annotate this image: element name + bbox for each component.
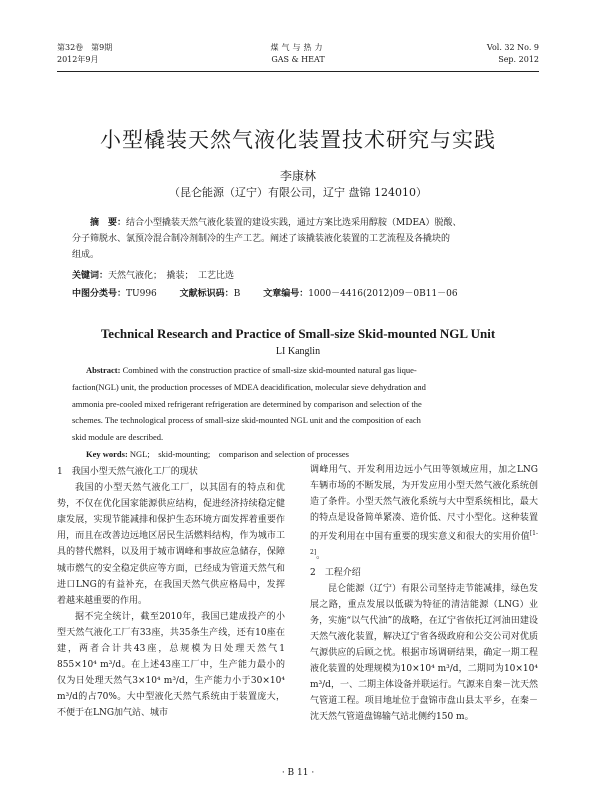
abstract-en xyxy=(72,362,526,446)
volume-issue-en: Vol. 32 No. 9 xyxy=(486,43,539,52)
paragraph: 昆仑能源（辽宁）有限公司坚持走节能减排，绿色发展之路，重点发展以低碳为特征的清洁能源（LNG）业务，实施“以气代油”的战略，在辽宁省依托辽河油田建设天然气液化装置，解决辽宁省各级政府和公交公司对优质气源供应的后顾之忧。根据市场调研结果，确定一期工程液化装置的处理规模为10×10⁴ m³/d，二期同为10×10⁴ m³/d，一、二期主体设备并联运行。气源来自秦－沈天然气管道工程。项目地址位于盘锦市盘山县太平乡，在秦－沈天然气管道盘锦输气站北侧约150 m。 xyxy=(310,583,538,723)
abstract-en-line: skid module are described. xyxy=(72,432,164,443)
section-heading: 1 我国小型天然气液化工厂的现状 xyxy=(57,467,198,477)
author-en: LI Kanglin xyxy=(275,346,321,357)
abstract-en-line: schemes. The technological process of small-size skid-mounted NGL unit and the composition of each xyxy=(72,415,421,426)
affiliation-cn: （昆仑能源（辽宁）有限公司，辽宁 盘锦 124010） xyxy=(169,186,427,199)
abstract-en-line: ammonia pre-cooled mixed refrigerant refrigeration are determined by comparison and selection of the xyxy=(72,398,422,409)
clc-label: 中图分类号： xyxy=(72,289,127,299)
page-number: · B 11 · xyxy=(281,768,315,778)
author-cn: 李康林 xyxy=(279,169,316,183)
journal-name-cn: 煤气与热力 xyxy=(270,43,326,52)
citation: [1-2] xyxy=(310,530,538,557)
keywords-cn-text: 天然气液化； 撬装； 工艺比选 xyxy=(108,271,235,281)
paragraph-text: 调峰用气、开发利用边远小气田等领域应用，加之LNG车辆市场的不断发展，为开发应用小型天然气液化系统创造了条件。小型天然气液化系统与大中型系统相比，最大的特点是设备简单紧凑、造价低、尺寸小型化。这种装置的开发利用在中国有重要的现实意义和很大的实用价值 xyxy=(310,465,538,543)
paragraph: 据不完全统计，截至2010年，我国已建成投产的小型天然气液化工厂有33座，共35条生产线，还有10座在建，两者合计共43座，总规模为日处理天然气1 855×10⁴ m³/d。在上述43座工厂中，生产能力最小的仅为日处理天然气3×10⁴ m³/d，生产能力小于30×10⁴ m³/d的占70%。大中型液化天然气系统由于装置庞大，不便于在LNG加气站、城市 xyxy=(57,611,285,719)
keywords-en xyxy=(72,446,526,463)
publication-date: 2012年9月 xyxy=(57,55,99,64)
keywords-cn-label: 关键词： xyxy=(72,271,109,281)
abstract-en-line: faction(NGL) unit, the production processes of MDEA deacidification, molecular sieve dehydration and xyxy=(72,381,426,392)
paper-title-cn: 小型橇装天然气液化装置技术研究与实践 xyxy=(100,128,496,152)
abstract-cn-label: 摘 要： xyxy=(90,218,127,228)
keywords-en-text: NGL; skid-mounting; comparison and selection of processes xyxy=(129,449,349,459)
volume-issue: 第32卷 第9期 xyxy=(57,43,113,52)
section-heading: 2 工程介绍 xyxy=(310,567,361,578)
article-id-value: 1000－4416(2012)09－0B11－06 xyxy=(308,289,458,299)
publication-date-en: Sep. 2012 xyxy=(498,55,539,64)
article-id-label: 文章编号： xyxy=(263,289,309,299)
paragraph: 我国的小型天然气液化工厂，以其固有的特点和优势，不仅在优化国家能源供应结构，促进经济持续稳定健康发展，实现节能减排和保护生态环境方面发挥着重要作用，而且在改善边远地区居民生活燃料结构，作为城市工具的替代燃料，以及用于城市调峰和事故应急储存，保障城市燃气的安全稳定供应等方面，已经成为管道天然气和进口LNG的有益补充，在我国天然气供应格局中，发挥着越来越重要的作用。 xyxy=(57,483,285,606)
header-rule xyxy=(57,71,539,72)
abstract-cn xyxy=(72,215,526,263)
keywords-en-label: Key words: xyxy=(86,449,128,459)
doc-code-label: 文献标识码： xyxy=(179,289,234,299)
body-column-left xyxy=(57,464,285,722)
abstract-cn-line: 结合小型撬装天然气液化装置的建设实践，通过方案比选采用醇胺（MDEA）脱酸、 xyxy=(126,218,462,228)
body-column-right xyxy=(310,462,538,726)
paragraph xyxy=(310,462,538,565)
keywords-cn xyxy=(72,268,526,284)
abstract-en-label: Abstract: xyxy=(86,365,121,375)
classification-line xyxy=(72,286,526,302)
abstract-cn-line: 组成。 xyxy=(72,250,100,260)
clc-value: TU996 xyxy=(126,289,157,299)
paragraph-end: 。 xyxy=(316,551,326,562)
journal-volume-info-en xyxy=(487,42,539,66)
journal-name-en: GAS & HEAT xyxy=(271,55,325,64)
abstract-en-line: Combined with the construction practice of small-size skid-mounted natural gas lique- xyxy=(122,365,417,375)
abstract-cn-line: 分子筛脱水、氯预冷混合制冷剂制冷的生产工艺。阐述了该撬装液化装置的工艺流程及各撬块的 xyxy=(72,234,451,244)
paper-title-en: Technical Research and Practice of Small-size Skid-mounted NGL Unit xyxy=(100,326,496,341)
doc-code-value: B xyxy=(233,289,241,299)
